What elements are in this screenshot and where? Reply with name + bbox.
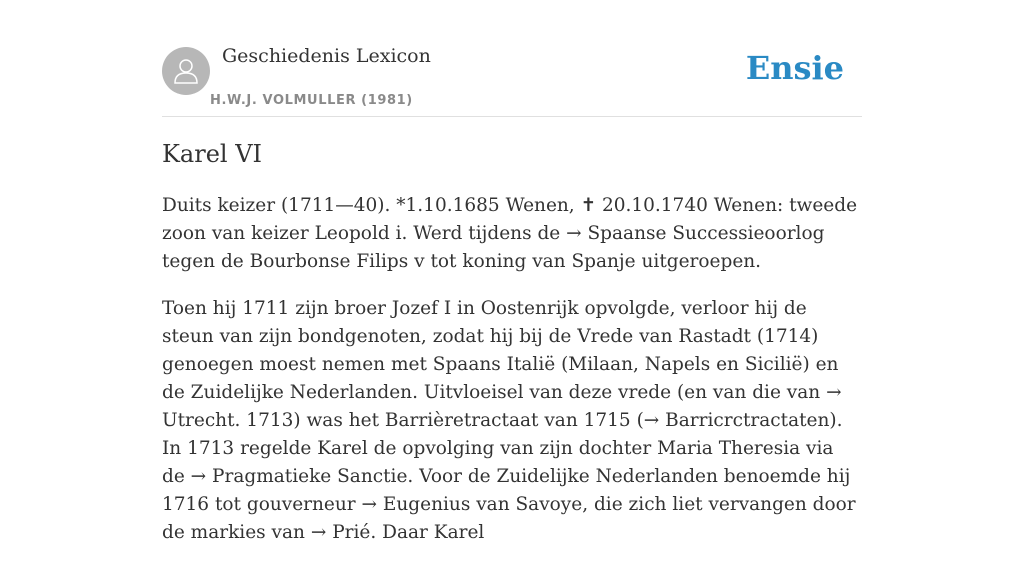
page	[162, 0, 862, 543]
text: . Voor de Zuidelijke Nederlanden benoemde hij 1716 tot gouverneur	[162, 466, 851, 515]
link-barrieretractaten[interactable]: → Barricrctractaten	[643, 410, 830, 431]
text: tegen de Bourbonse Filips v tot koning van Spanje uitgeroepen.	[162, 251, 762, 272]
source-title[interactable]: Geschiedenis Lexicon	[222, 45, 431, 67]
author-name[interactable]: H.W.J. VOLMULLER (1981)	[210, 93, 413, 108]
text: Toen hij 1711 zijn broer Jozef I in Oostenrijk opvolgde, verloor hij de steun van zijn bondgenoten, zodat hij bij de Vrede van Rastadt (1714) genoegen moest nemen met Spaans Italië (Milaan, Napels en Sicilië) en de Zuidelijke Nederlanden. Uitvloeisel van deze vrede (en van die van	[162, 298, 839, 403]
entry-content	[162, 192, 862, 566]
link-eugenius-van-savoye[interactable]: → Eugenius van Savoye	[361, 494, 583, 515]
paragraph-1	[162, 192, 862, 276]
entry-title: Karel VI	[162, 140, 263, 168]
text: Duits keizer (1711—40). *1.10.1685 Wenen, ✝ 20.10.1740 Wenen: tweede zoon van keizer Leopold i. Werd tijdens de	[162, 195, 858, 244]
text: . Daar Karel	[370, 522, 485, 543]
link-spaanse-successieoorlog[interactable]: → Spaanse Successieoorlog	[566, 223, 825, 244]
avatar[interactable]	[162, 47, 210, 95]
link-prie[interactable]: → Prié	[310, 522, 371, 543]
link-pragmatieke-sanctie[interactable]: → Pragmatieke Sanctie	[190, 466, 408, 487]
brand-logo[interactable]: Ensie	[745, 49, 844, 87]
header	[162, 0, 862, 117]
paragraph-2	[162, 295, 862, 547]
link-utrecht[interactable]: → Utrecht	[162, 382, 842, 431]
user-icon	[171, 56, 201, 86]
text: ). In 1713 regelde Karel de opvolging van zijn dochter Maria Theresia via de	[162, 410, 843, 487]
text: . 1713) was het Barrièretractaat van 1715 (	[234, 410, 644, 431]
text: , die zich liet vervangen door de markies van	[162, 494, 856, 543]
